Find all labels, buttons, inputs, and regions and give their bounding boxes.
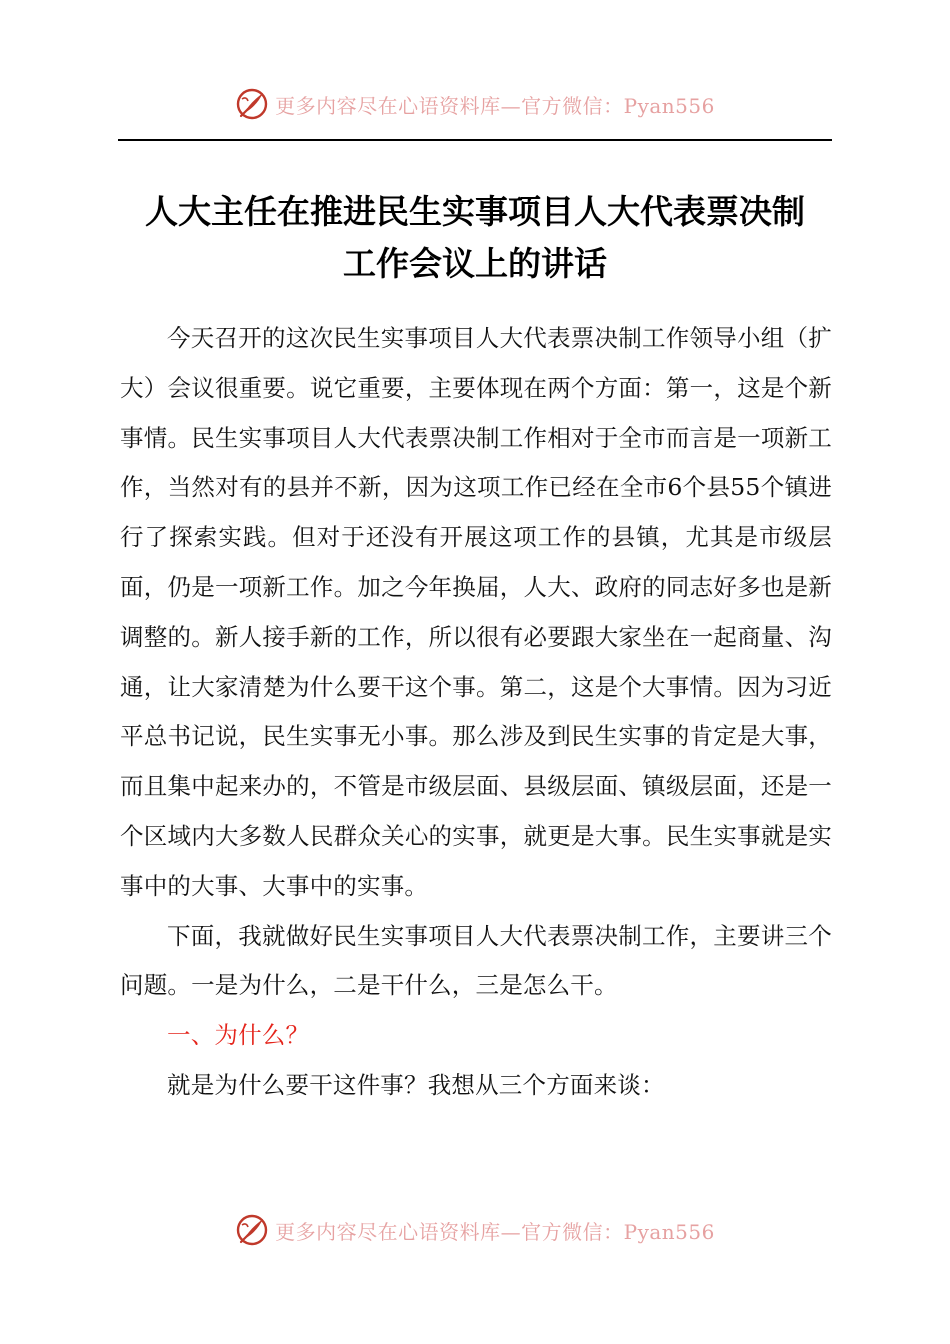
- header-divider: [118, 139, 832, 141]
- paragraph: 今天召开的这次民生实事项目人大代表票决制工作领导小组（扩大）会议很重要。说它重要，主要体现在两个方面：第一，这是个新事情。民生实事项目人大代表票决制工作相对于全市而言是一项新工作，当然对有的县并不新，因为这项工作已经在全市6个县55个镇进行了探索实践。但对于还没有开展这项工作的县镇，尤其是市级层面，仍是一项新工作。加之今年换届，人大、政府的同志好多也是新调整的。新人接手新的工作，所以很有必要跟大家坐在一起商量、沟通，让大家清楚为什么要干这个事。第二，这是个大事情。因为习近平总书记说，民生实事无小事。那么涉及到民生实事的肯定是大事，而且集中起来办的，不管是市级层面、县级层面、镇级层面，还是一个区域内大多数人民群众关心的实事，就更是大事。民生实事就是实事中的大事、大事中的实事。: [120, 324, 832, 900]
- document-body: [120, 314, 832, 1111]
- paragraph: 下面，我就做好民生实事项目人大代表票决制工作，主要讲三个问题。一是为什么，二是干什么，三是怎么干。: [120, 921, 832, 1000]
- paragraph: 就是为什么要干这件事？我想从三个方面来谈：: [167, 1070, 665, 1099]
- title-line-1: 人大主任在推进民生实事项目人大代表票决制: [145, 192, 805, 231]
- quill-logo-icon: [235, 87, 269, 121]
- footer-banner-text: 更多内容尽在心语资料库—官方微信：Pyan556: [275, 1219, 715, 1244]
- header-banner[interactable]: [0, 84, 950, 124]
- quill-logo-icon: [235, 1213, 269, 1247]
- section-heading: 一、为什么？: [167, 1021, 310, 1050]
- title-line-2: 工作会议上的讲话: [343, 244, 607, 283]
- footer-banner[interactable]: [0, 1210, 950, 1250]
- page-title: [100, 186, 850, 290]
- header-banner-text: 更多内容尽在心语资料库—官方微信：Pyan556: [275, 93, 715, 118]
